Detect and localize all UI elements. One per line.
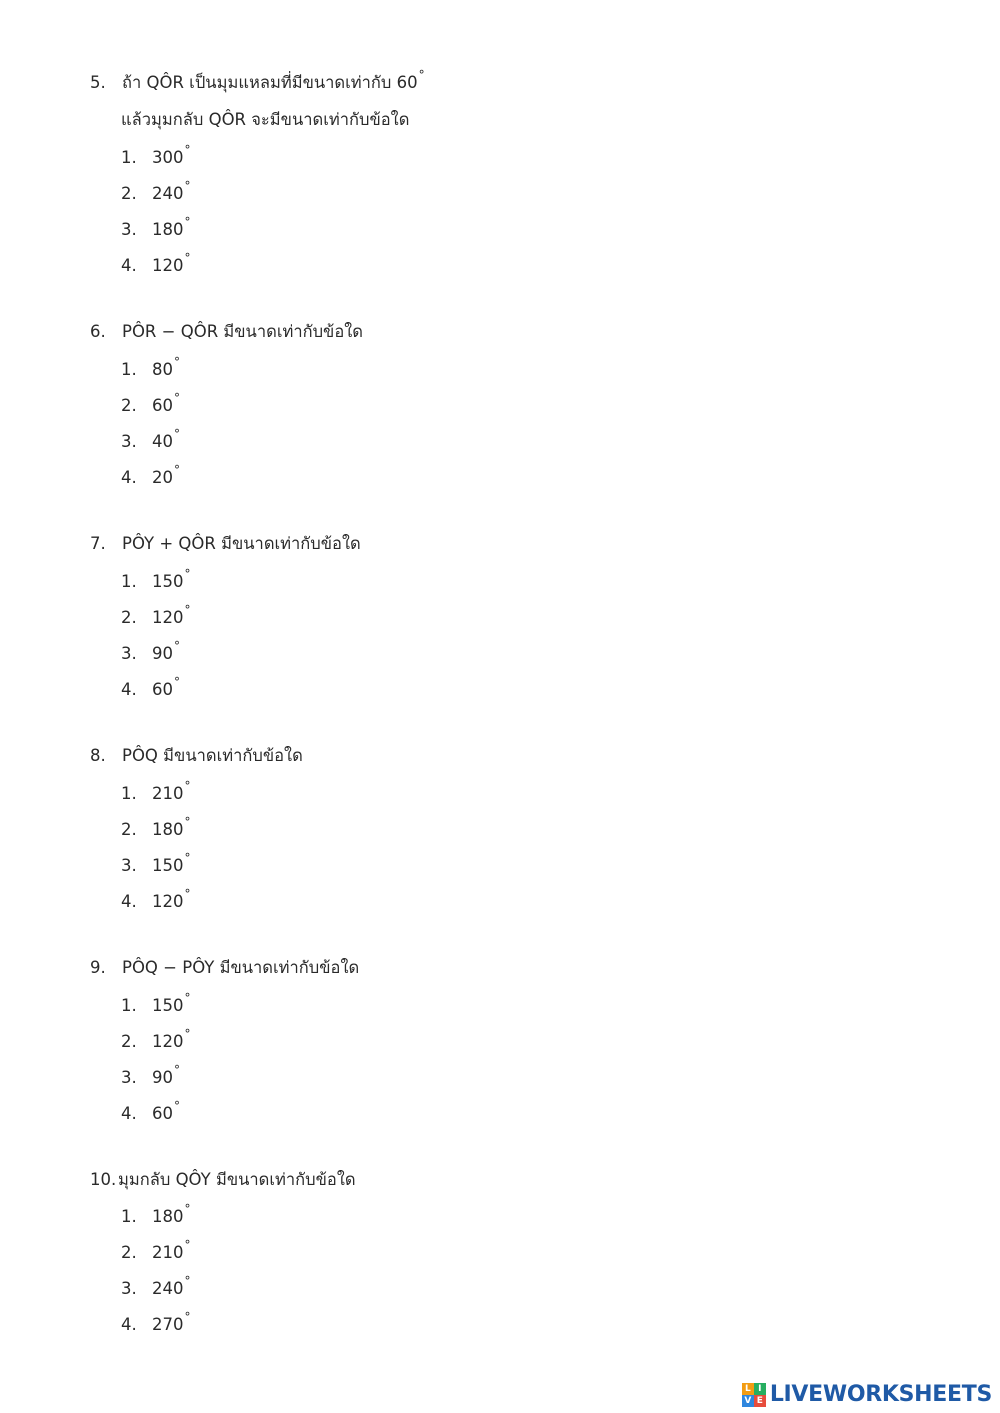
degree-symbol: ° xyxy=(184,143,191,157)
option-value: 240 xyxy=(152,1279,184,1298)
option[interactable] xyxy=(121,215,191,242)
option[interactable] xyxy=(121,991,191,1018)
option-value: 90 xyxy=(152,644,173,663)
option-value: 90 xyxy=(152,1068,173,1087)
option-value: 240 xyxy=(152,184,184,203)
option[interactable] xyxy=(121,1063,180,1090)
option[interactable] xyxy=(121,179,191,206)
question-number: 10. xyxy=(90,1170,117,1189)
question-7-prompt xyxy=(90,533,361,555)
question-number: 5. xyxy=(90,73,106,92)
option-value: 150 xyxy=(152,572,184,591)
degree-symbol: ° xyxy=(184,991,191,1005)
degree-symbol: ° xyxy=(184,887,191,901)
option-number: 1. xyxy=(121,572,137,591)
degree-symbol: ° xyxy=(184,1202,191,1216)
liveworksheets-logo-icon xyxy=(742,1383,766,1407)
degree-symbol: ° xyxy=(184,1238,191,1252)
option-value: 300 xyxy=(152,148,184,167)
degree-symbol: ° xyxy=(174,675,180,689)
degree-symbol: ° xyxy=(174,391,180,405)
question-text: ถ้า QÔR เป็นมุมแหลมที่มีขนาดเท่ากับ 60 xyxy=(122,73,418,92)
logo-cell: V xyxy=(742,1395,754,1407)
option-value: 80 xyxy=(152,360,173,379)
degree-symbol: ° xyxy=(174,355,180,369)
option-value: 180 xyxy=(152,1207,184,1226)
option-number: 3. xyxy=(121,644,137,663)
question-text: มุมกลับ QÔY มีขนาดเท่ากับข้อใด xyxy=(118,1170,356,1189)
logo-cell: L xyxy=(742,1383,754,1395)
option-number: 1. xyxy=(121,360,137,379)
logo-cell: E xyxy=(754,1395,766,1407)
option-value: 40 xyxy=(152,432,173,451)
option-value: 180 xyxy=(152,820,184,839)
option[interactable] xyxy=(121,143,191,170)
option[interactable] xyxy=(121,251,191,278)
question-number: 9. xyxy=(90,958,106,977)
degree-symbol: ° xyxy=(184,251,191,265)
question-9-prompt xyxy=(90,957,359,979)
logo-cell: I xyxy=(754,1383,766,1395)
option[interactable] xyxy=(121,1099,180,1126)
option-number: 1. xyxy=(121,1207,137,1226)
option-number: 2. xyxy=(121,608,137,627)
option-number: 4. xyxy=(121,256,137,275)
option-number: 2. xyxy=(121,820,137,839)
option-value: 210 xyxy=(152,784,184,803)
option-value: 180 xyxy=(152,220,184,239)
option-value: 60 xyxy=(152,680,173,699)
option-number: 1. xyxy=(121,784,137,803)
degree-symbol: ° xyxy=(184,1274,191,1288)
liveworksheets-brand xyxy=(742,1382,992,1407)
degree-symbol: ° xyxy=(174,1099,180,1113)
option[interactable] xyxy=(121,675,180,702)
degree-symbol: ° xyxy=(174,639,180,653)
option-number: 3. xyxy=(121,1068,137,1087)
option-number: 3. xyxy=(121,856,137,875)
option-number: 4. xyxy=(121,1104,137,1123)
degree-symbol: ° xyxy=(184,215,191,229)
option-value: 120 xyxy=(152,1032,184,1051)
option[interactable] xyxy=(121,355,180,382)
option-value: 210 xyxy=(152,1243,184,1262)
option[interactable] xyxy=(121,603,191,630)
option[interactable] xyxy=(121,779,191,806)
question-10-prompt xyxy=(90,1169,356,1191)
option-number: 2. xyxy=(121,1032,137,1051)
degree-symbol: ° xyxy=(418,68,425,82)
degree-symbol: ° xyxy=(184,603,191,617)
option[interactable] xyxy=(121,1238,191,1265)
option-number: 1. xyxy=(121,996,137,1015)
option[interactable] xyxy=(121,1202,191,1229)
question-8-prompt xyxy=(90,745,303,767)
question-text: PÔQ มีขนาดเท่ากับข้อใด xyxy=(122,746,303,765)
question-text: PÔY + QÔR มีขนาดเท่ากับข้อใด xyxy=(122,534,361,553)
option-number: 4. xyxy=(121,892,137,911)
degree-symbol: ° xyxy=(184,179,191,193)
degree-symbol: ° xyxy=(184,1027,191,1041)
option-number: 4. xyxy=(121,680,137,699)
option-number: 3. xyxy=(121,1279,137,1298)
option-value: 60 xyxy=(152,396,173,415)
degree-symbol: ° xyxy=(184,779,191,793)
option[interactable] xyxy=(121,815,191,842)
option[interactable] xyxy=(121,463,180,490)
degree-symbol: ° xyxy=(184,815,191,829)
option-number: 3. xyxy=(121,220,137,239)
option-value: 150 xyxy=(152,996,184,1015)
option[interactable] xyxy=(121,1274,191,1301)
degree-symbol: ° xyxy=(174,463,180,477)
option[interactable] xyxy=(121,1310,191,1337)
option-value: 20 xyxy=(152,468,173,487)
option-value: 120 xyxy=(152,256,184,275)
option[interactable] xyxy=(121,887,191,914)
question-number: 8. xyxy=(90,746,106,765)
option-number: 2. xyxy=(121,184,137,203)
question-number: 7. xyxy=(90,534,106,553)
degree-symbol: ° xyxy=(184,567,191,581)
degree-symbol: ° xyxy=(184,1310,191,1324)
question-5-prompt xyxy=(90,68,425,95)
degree-symbol: ° xyxy=(174,1063,180,1077)
question-5-continuation: แล้วมุมกลับ QÔR จะมีขนาดเท่ากับข้อใด xyxy=(121,110,410,129)
option[interactable] xyxy=(121,567,191,594)
option-number: 4. xyxy=(121,1315,137,1334)
question-number: 6. xyxy=(90,322,106,341)
option[interactable] xyxy=(121,639,180,666)
option-value: 120 xyxy=(152,608,184,627)
question-text: PÔQ − PÔY มีขนาดเท่ากับข้อใด xyxy=(122,958,360,977)
option[interactable] xyxy=(121,427,180,454)
option[interactable] xyxy=(121,1027,191,1054)
option[interactable] xyxy=(121,391,180,418)
question-text: PÔR − QÔR มีขนาดเท่ากับข้อใด xyxy=(122,322,364,341)
option-number: 2. xyxy=(121,396,137,415)
option-number: 2. xyxy=(121,1243,137,1262)
option-number: 4. xyxy=(121,468,137,487)
brand-wordmark: LIVEWORKSHEETS xyxy=(769,1382,992,1407)
option[interactable] xyxy=(121,851,191,878)
degree-symbol: ° xyxy=(184,851,191,865)
option-number: 3. xyxy=(121,432,137,451)
degree-symbol: ° xyxy=(174,427,180,441)
option-value: 150 xyxy=(152,856,184,875)
option-value: 120 xyxy=(152,892,184,911)
question-6-prompt xyxy=(90,321,363,343)
option-number: 1. xyxy=(121,148,137,167)
option-value: 60 xyxy=(152,1104,173,1123)
option-value: 270 xyxy=(152,1315,184,1334)
